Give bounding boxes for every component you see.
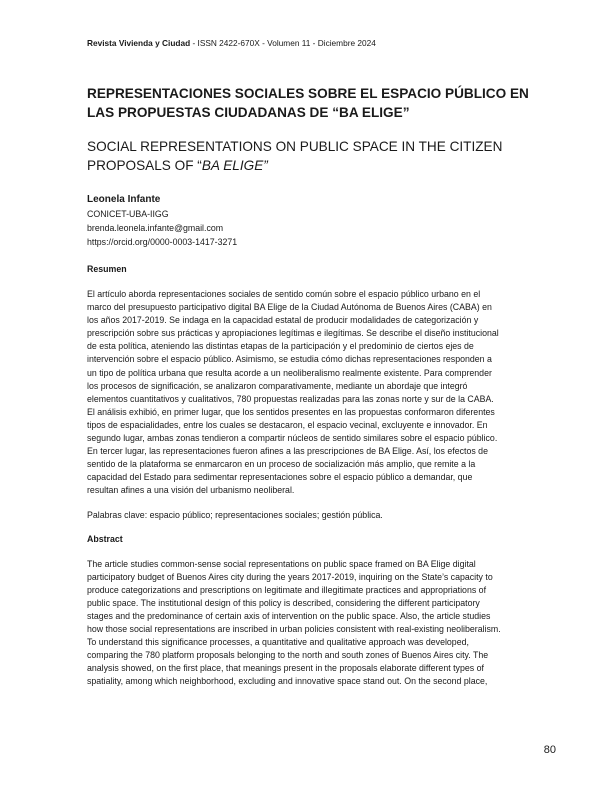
- resumen-line: El artículo aborda representaciones sociales de sentido común sobre el espacio público urbano en el: [87, 289, 481, 299]
- abstract-body: [87, 558, 539, 689]
- resumen-line: sentido de la plataforma se enmarcaron en un proceso de socialización más amplio, que remite a la: [87, 459, 476, 470]
- resumen-line: resultan afines a una visión del urbanismo neoliberal.: [87, 485, 295, 496]
- page-number: 80: [543, 744, 556, 756]
- abstract-line: stages and the predominance of certain axis of intervention on the public space. Also, the article studies: [87, 610, 491, 621]
- abstract-line: produce categorizations and prescriptions on legitimate and illegitimate practices and appropriations of: [87, 584, 487, 595]
- resumen-line: elementos cuantitativos y cualitativos, 780 propuestas realizadas para las zonas norte y sur de la CABA.: [87, 393, 494, 404]
- resumen-line: En tercer lugar, las representaciones fueron afines a las prescripciones de BA Elige. Así, los efectos de: [87, 446, 488, 457]
- resumen-line: El análisis exhibió, en primer lugar, que los sentidos presentes en las propuestas conformaron diferentes: [87, 406, 495, 417]
- title-spanish-line-1: REPRESENTACIONES SOCIALES SOBRE EL ESPACIO PÚBLICO EN: [87, 86, 529, 101]
- abstract-line: To understand this significance processes, a quantitative and qualitative approach was developed,: [87, 637, 469, 648]
- resumen-line: los años 2017-2019. Se indaga en la capacidad estatal de producir modalidades de categorización y: [87, 315, 479, 326]
- title-english-line-2-prefix: PROPOSALS OF “: [87, 158, 202, 173]
- running-header: [87, 38, 376, 48]
- article-content: [87, 84, 539, 688]
- abstract-line: participatory budget of Buenos Aires city during the years 2017-2019, inquiring on the State’s capacity to: [87, 571, 493, 582]
- title-english-line-2-italic: BA ELIGE”: [201, 158, 268, 173]
- resumen-line: segundo lugar, ambas zonas tendieron a compartir núcleos de sentido similares sobre el espacio público.: [87, 433, 498, 444]
- resumen-line: intervención sobre el espacio público. Asimismo, se estudia cómo dichas representaciones responden a: [87, 354, 492, 365]
- resumen-line: tipos de espacialidades, entre los cuales se destacaron, el espacio vecinal, excluyente e innovador. En: [87, 419, 488, 430]
- journal-details: - ISSN 2422-670X - Volumen 11 - Diciembre 2024: [190, 38, 376, 48]
- resumen-line: prescripción sobre sus prácticas y apropiaciones legítimas e ilegítimas. Se describe el diseño institucional: [87, 328, 499, 339]
- resumen-line: de esta política, ateniendo las distintas etapas de la participación y el predominio de ciertos ejes de: [87, 341, 474, 352]
- resumen-line: marco del presupuesto participativo digital BA Elige de la Ciudad Autónoma de Buenos Aires (CABA) en: [87, 302, 492, 313]
- journal-name: Revista Vivienda y Ciudad: [87, 38, 191, 48]
- author-name: Leonela Infante: [87, 194, 161, 205]
- abstract-line: comparing the 780 platform proposals belonging to the north and south zones of Buenos Aires city. The: [87, 650, 489, 661]
- resumen-line: los procesos de significación, se analizaron comparativamente, mediante un abordaje que integró: [87, 380, 468, 391]
- abstract-line: public space. The institutional design of this policy is described, considering the different participatory: [87, 597, 480, 608]
- author-affiliation: CONICET-UBA-IIGG: [87, 209, 169, 219]
- abstract-line: analysis showed, on the first place, that meanings present in the proposals elaborate different types of: [87, 663, 484, 674]
- author-orcid-link[interactable]: https://orcid.org/0000-0003-1417-3271: [87, 237, 238, 247]
- resumen-body: [87, 288, 539, 498]
- abstract-line: how those social representations are inscribed in urban policies consistent with real-existing neoliberalism.: [87, 623, 501, 634]
- abstract-heading: Abstract: [87, 533, 123, 544]
- resumen-line: capacidad del Estado para sedimentar representaciones sobre el espacio público a demandar, que: [87, 472, 473, 483]
- title-english: [87, 137, 539, 175]
- keywords-spanish: Palabras clave: espacio público; representaciones sociales; gestión pública.: [87, 509, 383, 520]
- author-email[interactable]: brenda.leonela.infante@gmail.com: [87, 223, 224, 233]
- abstract-line: spatiality, among which neighborhood, excluding and innovative space stand out. On the second place,: [87, 676, 488, 687]
- title-english-line-1: SOCIAL REPRESENTATIONS ON PUBLIC SPACE IN THE CITIZEN: [87, 139, 503, 154]
- abstract-line: The article studies common-sense social representations on public space framed on BA Elige digital: [87, 558, 476, 569]
- resumen-line: un tipo de política urbana que resulta acorde a un neoliberalismo realmente existente. Para comprender: [87, 367, 492, 378]
- title-spanish-line-2: LAS PROPUESTAS CIUDADANAS DE “BA ELIGE”: [87, 105, 410, 120]
- resumen-heading: Resumen: [87, 264, 127, 274]
- title-spanish: [87, 84, 539, 122]
